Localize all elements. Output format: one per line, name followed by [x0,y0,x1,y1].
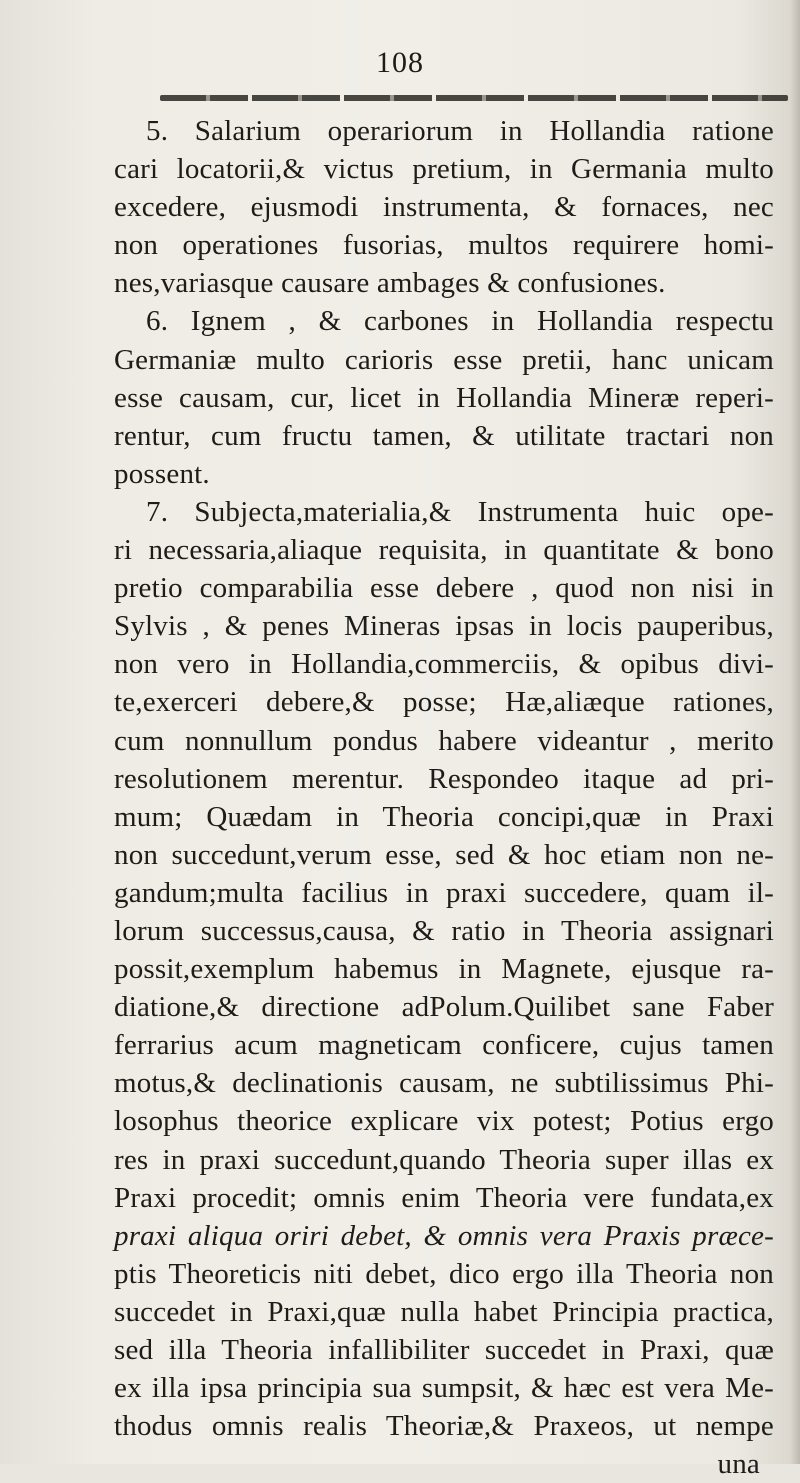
text-line: esse causam, cur, licet in Hollandia Mineræ reperi- [114,381,774,414]
text-line: mum; Quædam in Theoria concipi,quæ in Praxi [114,800,774,833]
text-line: Sylvis , & penes Mineras ipsas in locis pauperibus, [114,610,774,643]
text-line: non succedunt,verum esse, sed & hoc etiam non ne- [114,838,774,871]
text-line: rentur, cum fructu tamen, & utilitate tractari non [114,419,774,452]
text-line: succedet in Praxi,quæ nulla habet Principia practica, [114,1295,774,1328]
text-line: 7. Subjecta,materialia,& Instrumenta huic ope- [146,495,774,528]
text-line: sed illa Theoria infallibiliter succedet in Praxi, quæ [114,1334,774,1366]
text-line: non vero in Hollandia,commerciis, & opibus divi- [114,648,774,681]
text-line: lorum successus,causa, & ratio in Theoria assignari [114,914,774,947]
text-line: 6. Ignem , & carbones in Hollandia respectu [146,305,774,338]
text-line: ptis Theoreticis niti debet, dico ergo illa Theoria non [114,1257,774,1290]
text-line: resolutionem merentur. Respondeo itaque ad pri- [114,762,774,795]
page-edge-shadow [790,0,800,1464]
text-line: motus,& declinationis causam, ne subtilissimus Phi- [114,1067,774,1100]
text-line: excedere, ejusmodi instrumenta, & fornaces, nec [114,191,774,224]
text-line: res in praxi succedunt,quando Theoria super illas ex [114,1143,774,1176]
text-line: non operationes fusorias, multos requirere homi- [114,229,774,262]
text-line: possit,exemplum habemus in Magnete, ejusque ra- [114,953,774,986]
text-line: losophus theorice explicare vix potest; Potius ergo [114,1105,774,1138]
text-line: pretio comparabilia esse debere , quod non nisi in [114,572,774,605]
text-line: cari locatorii,& victus pretium, in Germania multo [114,153,774,186]
text-line: Germaniæ multo carioris esse pretii, hanc unicam [114,343,774,376]
text-line: nes,variasque causare ambages & confusiones. [114,267,666,300]
text-line: ferrarius acum magneticam conficere, cujus tamen [114,1029,774,1062]
body-text [114,112,774,1483]
text-line: possent. [114,457,210,490]
text-line: cum nonnullum pondus habere videantur , merito [114,724,774,757]
text-line: te,exerceri debere,& posse; Hæ,aliæque rationes, [114,686,774,719]
text-line: thodus omnis realis Theoriæ,& Praxeos, ut nempe [114,1410,774,1443]
text-line: Praxi procedit; omnis enim Theoria vere fundata,ex [114,1181,774,1214]
text-line: gandum;multa facilius in praxi succedere, quam il- [114,876,774,909]
text-line: 5. Salarium operariorum in Hollandia ratione [146,115,774,147]
header-rule [160,95,788,101]
text-line: ex illa ipsa principia sua sumpsit, & hæc est vera Me- [114,1372,774,1405]
text-line: diatione,& directione adPolum.Quilibet sane Faber [114,991,774,1024]
page-number: 108 [376,46,424,79]
text-line: praxi aliqua oriri debet, & omnis vera Praxis præce- [114,1219,774,1252]
text-line: ri necessaria,aliaque requisita, in quantitate & bono [114,534,774,567]
text-line: una [717,1448,760,1481]
